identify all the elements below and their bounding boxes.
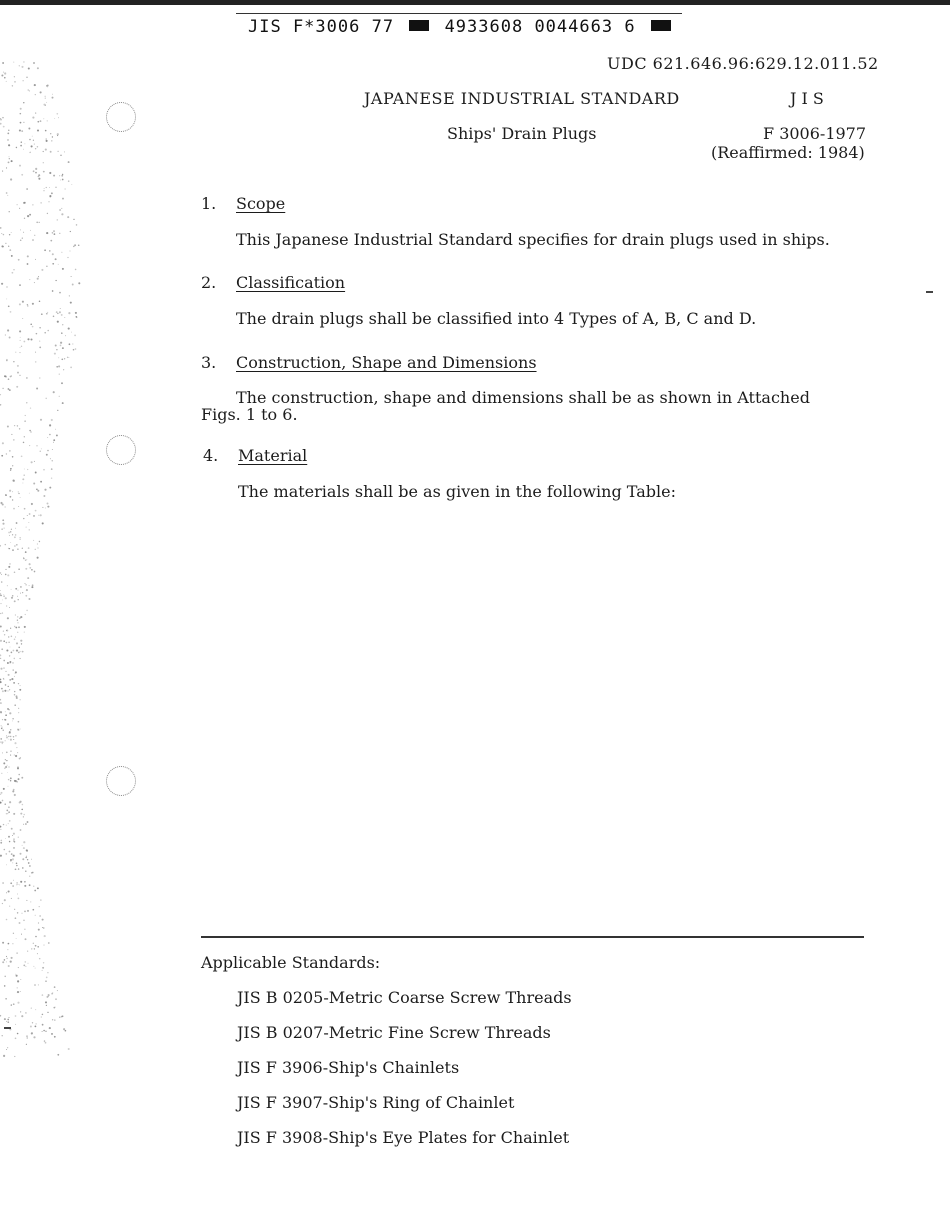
margin-tick (4, 1027, 11, 1029)
section-body: The materials shall be as given in the following Table: (238, 482, 676, 501)
margin-tick (926, 291, 933, 293)
document-title: Ships' Drain Plugs (447, 124, 597, 143)
section-heading-construction: Construction, Shape and Dimensions (236, 353, 537, 372)
applicable-standard-item: JIS B 0205-Metric Coarse Screw Threads (237, 988, 572, 1007)
code-prefix: JIS F*3006 77 (248, 17, 395, 37)
section-body: The construction, shape and dimensions shall be as shown in Attached (236, 388, 810, 407)
section-heading-classification: Classification (236, 273, 346, 292)
section-number: 4. (203, 446, 219, 465)
section-number: 2. (201, 273, 217, 292)
document-code-line (248, 17, 675, 37)
punch-hole-mark (106, 435, 136, 465)
black-block-mark (651, 20, 671, 31)
applicable-standard-item: JIS F 3908-Ship's Eye Plates for Chainlet (237, 1128, 570, 1147)
punch-hole-mark (106, 102, 136, 132)
document-number: F 3006-1977 (763, 124, 867, 143)
code-middle: 4933608 0044663 6 (444, 17, 636, 37)
header-rule (236, 13, 682, 14)
top-border (0, 0, 950, 5)
applicable-standards-title: Applicable Standards: (201, 953, 381, 972)
section-body: Figs. 1 to 6. (201, 405, 298, 424)
udc-number: UDC 621.646.96:629.12.011.52 (607, 54, 879, 73)
section-body: This Japanese Industrial Standard specifies for drain plugs used in ships. (236, 230, 830, 249)
section-heading-material: Material (238, 446, 308, 465)
reaffirmed-date: (Reaffirmed: 1984) (711, 143, 865, 162)
section-number: 3. (201, 353, 217, 372)
applicable-standard-item: JIS B 0207-Metric Fine Screw Threads (237, 1023, 551, 1042)
standard-title: JAPANESE INDUSTRIAL STANDARD (364, 89, 680, 108)
section-body: The drain plugs shall be classified into 4 Types of A, B, C and D. (236, 309, 757, 328)
footnote-divider (201, 936, 864, 938)
applicable-standard-item: JIS F 3906-Ship's Chainlets (237, 1058, 460, 1077)
section-heading-scope: Scope (236, 194, 286, 213)
black-block-mark (409, 20, 429, 31)
applicable-standard-item: JIS F 3907-Ship's Ring of Chainlet (237, 1093, 515, 1112)
binding-speckle (0, 60, 110, 1060)
section-number: 1. (201, 194, 217, 213)
punch-hole-mark (106, 766, 136, 796)
jis-mark: J I S (790, 89, 824, 108)
